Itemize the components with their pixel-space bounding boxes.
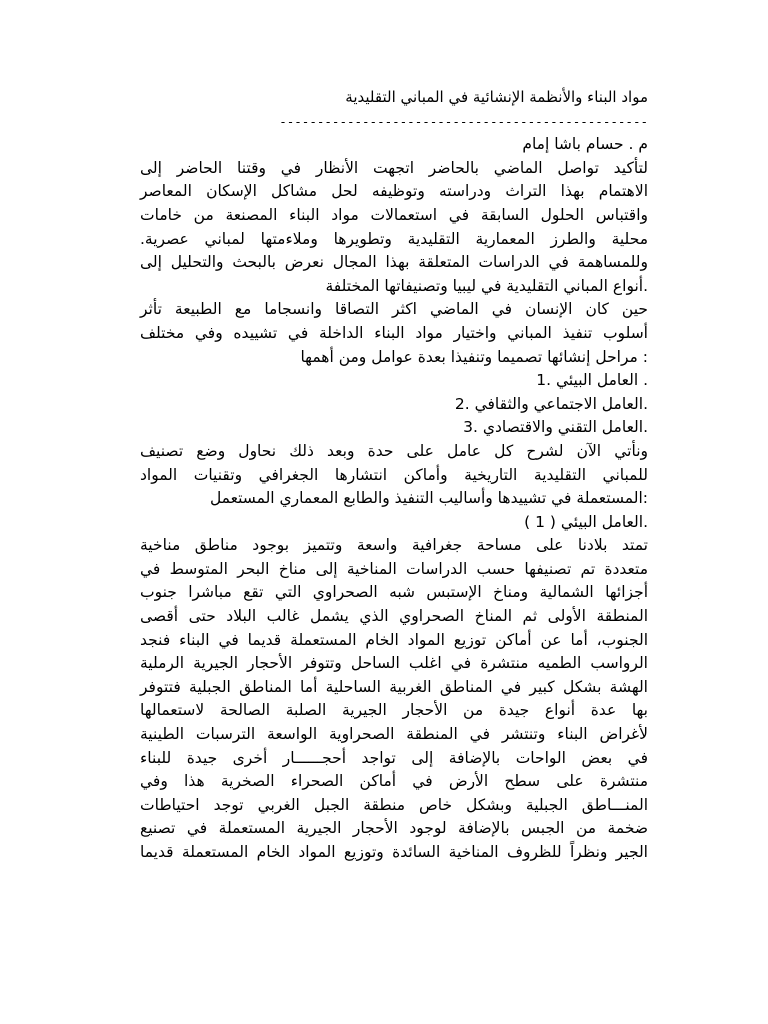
text-line: حين كان الإنسان في الماضي اكثر التصاقا وانسجاما مع الطبيعة تأثر [140, 300, 648, 319]
text-line: وللمساهمة في الدراسات المتعلقة بهذا المجال نعرض بالبحث والتحليل إلى [140, 253, 648, 272]
text-line: المنطقة الأولى ثم المناخ الصحراوي الذي يشمل غالب البلاد حتى أقصى [140, 607, 648, 626]
text-line: لتأكيد تواصل الماضي بالحاضر اتجهت الأنظار في وقتنا الحاضر إلى [140, 158, 648, 177]
text-line: أسلوب تنفيذ المباني واختيار مواد البناء الداخلة في تشييده وفي مختلف [140, 323, 648, 342]
title-divider: ------------------------------------------------- [279, 113, 648, 129]
text-line: الجنوب، أما عن أماكن توزيع المواد الخام المستعملة قديما في البناء فنجد [140, 630, 648, 649]
text-line: المنـــاطق الجبلية وبشكل خاص منطقة الجبل الغربي توجد احتياطات [140, 795, 648, 814]
section-heading: .العامل البيئي ( 1 ) [524, 512, 648, 531]
text-line: في بعض الواحات بالإضافة إلى تواجد أحجــــــار أخرى جيدة للبناء [140, 748, 648, 767]
list-item: . العامل البيئي .1 [536, 371, 648, 390]
text-line: تمتد بلادنا على مساحة جغرافية واسعة وتتميز بوجود مناطق مناخية [140, 536, 648, 555]
list-item: .العامل الاجتماعي والثقافي .2 [454, 394, 648, 413]
text-line: للمباني التقليدية التاريخية وأماكن انتشارها الجغرافي وتقنيات المواد [140, 465, 648, 484]
document-page [140, 86, 648, 865]
text-line: بها عدة أنواع جيدة من الأحجار الجيرية الصلبة الصالحة لاستعمالها [140, 701, 648, 720]
document-title: مواد البناء والأنظمة الإنشائية في المباني التقليدية [345, 88, 648, 106]
text-line: الهشة بشكل كبير في المناطق الغربية الساحلية أما المناطق الجبلية فتتوفر [140, 677, 648, 696]
text-line: .أنواع المباني التقليدية في ليبيا وتصنيفاتها المختلفة [325, 276, 648, 295]
text-line: الجير ونظراً للظروف المناخية السائدة وتوزيع المواد الخام المستعملة قديما [140, 843, 648, 861]
text-line: لأغراض البناء وتنتشر في المنطقة الصحراوية الواسعة الترسبات الطينية [140, 725, 648, 744]
text-line: الاهتمام بهذا التراث ودراسته وتوظيفه لحل مشاكل الإسكان المعاصر [140, 182, 648, 201]
text-line: الرواسب الطميه منتشرة في اغلب الساحل وتتوفر الأحجار الجيرية الرملية [140, 654, 648, 673]
text-line: :المستعملة في تشييدها وأساليب التنفيذ والطابع المعماري المستعمل [209, 489, 648, 508]
text-line: منتشرة على سطح الأرض في أماكن الصحراء الصخرية هذا وفي [140, 772, 648, 791]
text-line: محلية والطرز المعمارية التقليدية وتطويرها وملاءمتها لمباني عصرية. [140, 229, 648, 248]
text-line: متعددة تم تصنيفها حسب الدراسات المناخية إلى مناخ البحر المتوسط في [140, 559, 648, 578]
text-line: : مراحل إنشائها تصميما وتنفيذا بعدة عوامل ومن أهمها [300, 347, 648, 366]
text-line: واقتباس الحلول السابقة في استعمالات مواد البناء المصنعة من خامات [140, 205, 648, 224]
author-line: م . حسام باشا إمام [522, 135, 648, 154]
text-line: ونأتي الآن لشرح كل عامل على حدة وبعد ذلك نحاول وضع تصنيف [140, 441, 648, 460]
text-line: أجزائها الشمالية ومناخ الإستبس شبه الصحراوي التي تقع مباشرا جنوب [140, 583, 648, 602]
list-item: .العامل التقني والاقتصادي .3 [463, 418, 648, 437]
text-line: ضخمة من الجبس بالإضافة لوجود الأحجار الجيرية المستعملة في تصنيع [140, 819, 648, 838]
